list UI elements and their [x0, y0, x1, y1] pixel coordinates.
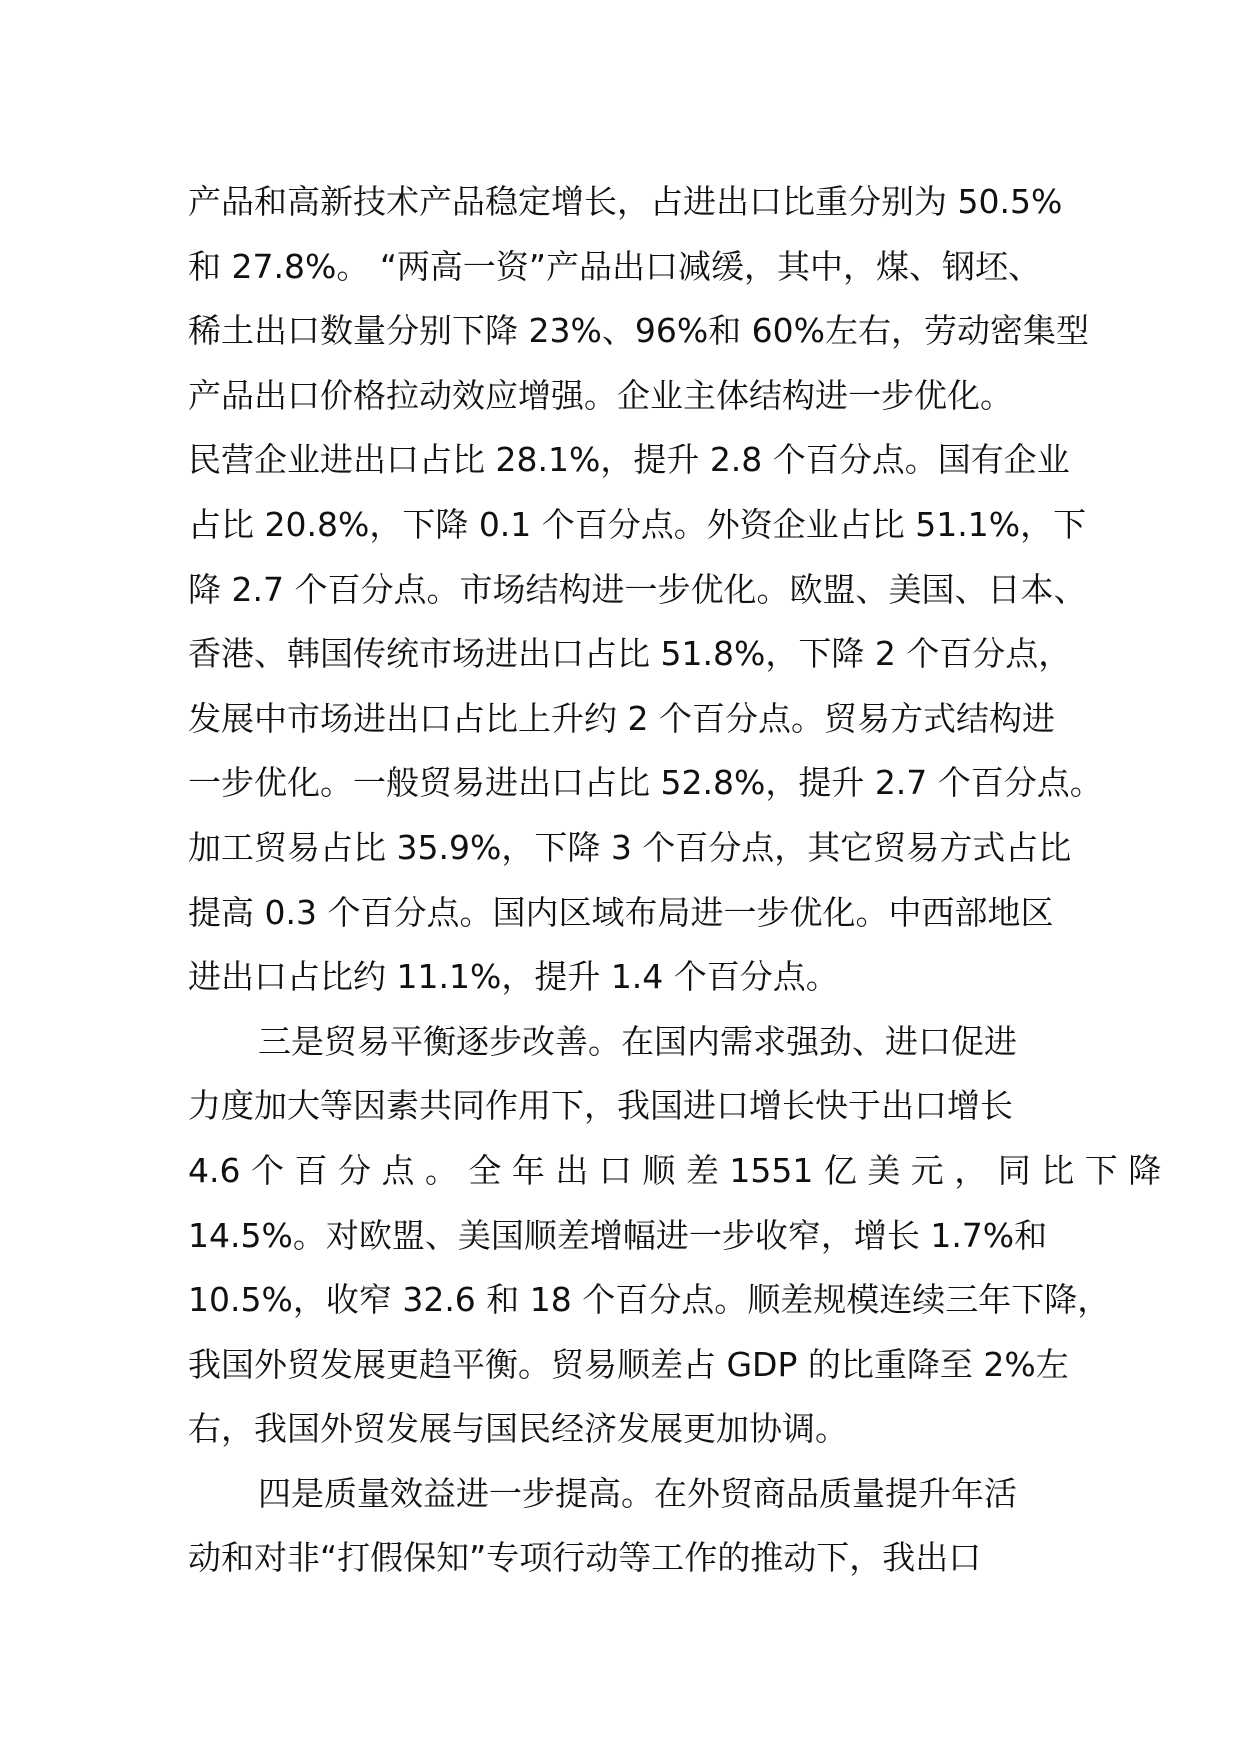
text-line: 降 2.7 个百分点。市场结构进一步优化。欧盟、美国、日本、 [188, 569, 1087, 609]
text-line: 我国外贸发展更趋平衡。贸易顺差占 GDP 的比重降至 2%左 [188, 1344, 1069, 1384]
text-line: 提高 0.3 个百分点。国内区域布局进一步优化。中西部地区 [188, 892, 1054, 932]
text-line: 一步优化。一般贸易进出口占比 52.8%，提升 2.7 个百分点。 [188, 763, 1103, 803]
text-line: 加工贸易占比 35.9%，下降 3 个百分点，其它贸易方式占比 [188, 827, 1072, 867]
paragraph-start-line: 三是贸易平衡逐步改善。在国内需求强劲、进口促进 [258, 1021, 1017, 1061]
text-line: 香港、韩国传统市场进出口占比 51.8%，下降 2 个百分点， [188, 634, 1072, 674]
text-line: 产品和高新技术产品稳定增长，占进出口比重分别为 50.5% [188, 182, 1063, 221]
text-line: 力度加大等因素共同作用下，我国进口增长快于出口增长 [188, 1086, 1013, 1126]
text-line: 进出口占比约 11.1%，提升 1.4 个百分点。 [188, 957, 839, 997]
text-line: 占比 20.8%，下降 0.1 个百分点。外资企业占比 51.1%，下 [188, 504, 1087, 544]
text-line: 发展中市场进出口占比上升约 2 个百分点。贸易方式结构进 [188, 698, 1055, 738]
body-text [188, 170, 1162, 1591]
text-line: 右，我国外贸发展与国民经济发展更加协调。 [188, 1409, 848, 1449]
paragraph-start-line: 四是质量效益进一步提高。在外贸商品质量提升年活 [258, 1473, 1017, 1513]
text-line: 14.5%。对欧盟、美国顺差增幅进一步收窄，增长 1.7%和 [188, 1215, 1048, 1255]
text-line: 4.6 个 百 分 点 。 全 年 出 口 顺 差 1551 亿 美 元 ， 同 比 下 降 [188, 1150, 1162, 1190]
text-line: 和 27.8%。 “两高一资”产品出口减缓，其中，煤、钢坯、 [188, 246, 1042, 286]
text-line: 民营企业进出口占比 28.1%，提升 2.8 个百分点。国有企业 [188, 440, 1070, 480]
text-line: 动和对非“打假保知”专项行动等工作的推动下，我出口 [188, 1538, 982, 1578]
text-line: 10.5%，收窄 32.6 和 18 个百分点。顺差规模连续三年下降， [188, 1280, 1111, 1320]
text-line: 产品出口价格拉动效应增强。企业主体结构进一步优化。 [188, 375, 1013, 415]
text-line: 稀土出口数量分别下降 23%、96%和 60%左右，劳动密集型 [188, 311, 1090, 351]
